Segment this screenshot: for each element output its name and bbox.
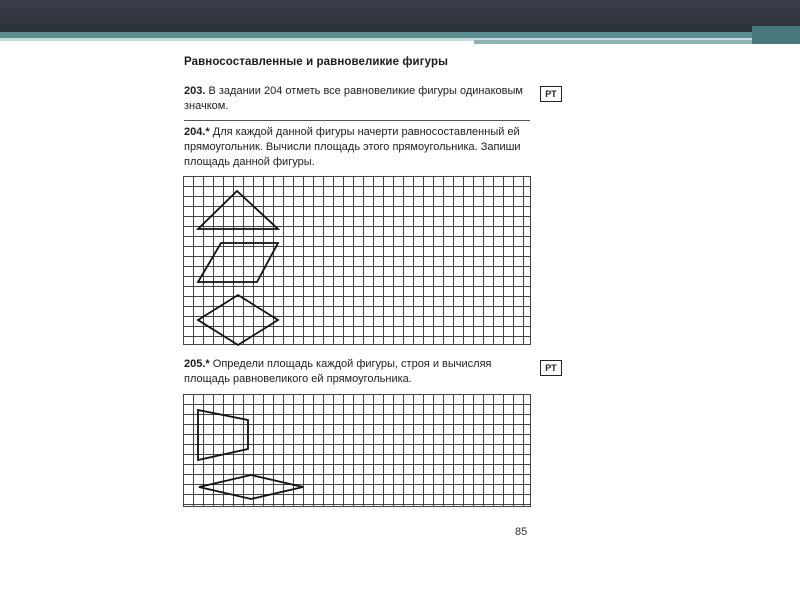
task-205-text: Определи площадь каждой фигуры, строя и вычисляя площадь равновеликого ей прямоугольника.	[184, 358, 492, 385]
task-204-text: Для каждой данной фигуры начерти равносоставленный ей прямоугольник. Вычисли площадь этого прямоугольника. Запиши площадь данной фигуры.	[184, 126, 521, 168]
workbook-badge: РТ	[540, 86, 562, 102]
task-203-number: 203.	[184, 85, 206, 97]
page-number: 85	[515, 526, 528, 538]
task-203-text: В задании 204 отметь все равновеликие фигуры одинаковым значком.	[184, 85, 523, 112]
task-204-number: 204.*	[184, 126, 210, 138]
parallelogram-figure	[198, 243, 278, 282]
trapezoid-figure	[198, 410, 248, 460]
workbook-badge: РТ	[540, 360, 562, 376]
triangle-figure	[198, 191, 278, 229]
rhombus-figure-205	[199, 475, 303, 499]
task-205-number: 205.*	[184, 358, 210, 370]
rhombus-figure	[198, 295, 278, 345]
section-title: Равносоставленные и равновеликие фигуры	[184, 56, 449, 68]
